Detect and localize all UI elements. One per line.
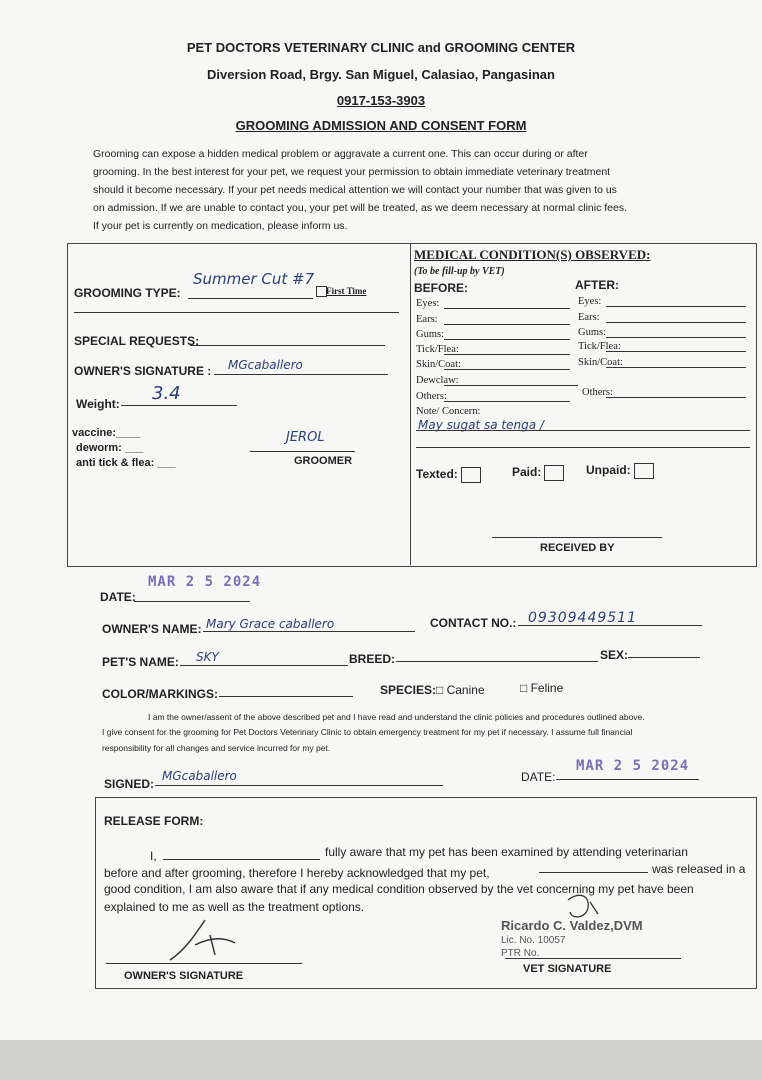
before-item: Tick/Flea:	[416, 344, 459, 355]
medical-title: MEDICAL CONDITION(S) OBSERVED:	[414, 247, 651, 262]
contact-label: CONTACT NO.:	[430, 616, 517, 630]
before-item-line[interactable]	[444, 308, 570, 309]
release-title: RELEASE FORM:	[104, 814, 204, 828]
grooming-type-value[interactable]: Summer Cut #7	[193, 270, 315, 288]
vet-lic-no: Lic. No. 10057	[501, 935, 566, 946]
feline-text: Feline	[530, 681, 564, 695]
pet-name-label: PET'S NAME:	[102, 655, 179, 669]
before-item-line[interactable]	[444, 385, 578, 386]
feline-option[interactable]	[520, 681, 563, 695]
first-time-label: First Time	[326, 286, 367, 296]
date-stamp: MAR 2 5 2024	[148, 574, 262, 590]
note-value[interactable]: May sugat sa tenga /	[418, 418, 544, 432]
grooming-type-line	[188, 298, 313, 299]
release-line4: explained to me as well as the treatment options.	[104, 900, 365, 914]
after-item: Tick/Flea:	[578, 341, 621, 352]
weight-line	[121, 405, 237, 406]
before-item: Gums:	[416, 329, 445, 340]
vet-signature-label: VET SIGNATURE	[523, 963, 612, 975]
clinic-phone: 0917-153-3903	[336, 93, 426, 108]
consent-line-1: I am the owner/assent of the above described pet and I have read and understand the clinic policies and procedures outlined above.	[148, 712, 645, 722]
color-line	[219, 696, 353, 697]
before-item-line[interactable]	[444, 354, 570, 355]
after-item-line[interactable]	[606, 306, 746, 307]
unpaid-text: Unpaid:	[586, 463, 631, 478]
release-pet-line	[539, 872, 648, 873]
before-item: Skin/Coat:	[416, 359, 461, 370]
after-item: Gums:	[578, 327, 607, 338]
groomer-label: GROOMER	[294, 455, 353, 467]
before-item-line[interactable]	[444, 369, 570, 370]
before-item-line[interactable]	[444, 401, 570, 402]
before-item: Ears:	[416, 314, 438, 325]
groomer-line	[250, 451, 355, 452]
release-line2a: before and after grooming, therefore I hereby acknowledged that my pet,	[104, 866, 490, 880]
after-item-line[interactable]	[606, 351, 746, 352]
groomer-signature[interactable]: JEROL	[286, 430, 325, 445]
received-by-label: RECEIVED BY	[540, 542, 615, 554]
after-item-line[interactable]	[606, 397, 746, 398]
before-label: BEFORE:	[414, 281, 468, 295]
signed-value[interactable]: MGcaballero	[162, 769, 237, 783]
unpaid-checkbox[interactable]	[634, 463, 654, 479]
intro-line-1: Grooming can expose a hidden medical problem or aggravate a current one. This can occur during or after	[93, 148, 588, 160]
vet-ptr-no: PTR No.	[501, 948, 540, 959]
date2-line	[556, 779, 699, 780]
pet-name-line	[180, 665, 348, 666]
received-by-line	[492, 537, 662, 538]
clinic-address: Diversion Road, Brgy. San Miguel, Calasiao, Pangasinan	[207, 67, 555, 82]
breed-line	[396, 661, 598, 662]
sex-label: SEX:	[600, 648, 629, 662]
special-requests-line	[190, 345, 385, 346]
contact-value[interactable]: 09309449511	[528, 610, 637, 626]
weight-value[interactable]: 3.4	[152, 383, 181, 404]
breed-label: BREED:	[349, 652, 396, 666]
antitick-label: anti tick & flea: ___	[76, 457, 176, 469]
intro-line-5: If your pet is currently on medication, please inform us.	[93, 220, 348, 232]
paid-label	[512, 465, 564, 481]
consent-line-3: responsibility for all changes and service incurred for my pet.	[102, 743, 331, 753]
feline-checkbox[interactable]: □	[520, 681, 531, 695]
after-item-line[interactable]	[606, 337, 746, 338]
before-item: Dewclaw:	[416, 375, 459, 386]
paid-checkbox[interactable]	[544, 465, 564, 481]
release-name-line	[163, 859, 320, 860]
release-line3: good condition, I am also aware that if any medical condition observed by the vet concerning my pet have been	[104, 882, 694, 896]
unpaid-label	[586, 463, 654, 479]
medical-subtitle: (To be fill-up by VET)	[414, 266, 505, 277]
grooming-extra-line	[74, 312, 399, 313]
canine-text: Canine	[446, 683, 485, 697]
after-label: AFTER:	[575, 278, 619, 292]
vet-name-stamp: Ricardo C. Valdez,DVM	[501, 918, 643, 933]
release-line1b: fully aware that my pet has been examined by attending veterinarian	[325, 845, 688, 859]
signed-line	[155, 785, 443, 786]
canine-checkbox[interactable]: □	[436, 683, 447, 697]
before-item-line[interactable]	[444, 324, 570, 325]
release-owner-signature-label: OWNER'S SIGNATURE	[124, 970, 244, 982]
color-label: COLOR/MARKINGS:	[102, 687, 218, 701]
note-line-1	[416, 430, 750, 431]
owner-signature-value[interactable]: MGcaballero	[228, 358, 303, 372]
clinic-name: PET DOCTORS VETERINARY CLINIC and GROOMING CENTER	[186, 40, 576, 55]
owner-signature-scribble	[165, 915, 240, 965]
date2-stamp: MAR 2 5 2024	[576, 758, 690, 774]
texted-text: Texted:	[416, 467, 458, 482]
before-item: Others:	[416, 391, 447, 402]
owner-signature-line	[214, 374, 388, 375]
texted-label	[416, 467, 481, 483]
owner-release-sig-line	[106, 963, 302, 964]
owner-signature-label: OWNER'S SIGNATURE :	[74, 364, 212, 378]
texted-checkbox[interactable]	[461, 467, 481, 483]
release-line2b: was released in a	[652, 862, 746, 876]
grooming-type-label: GROOMING TYPE:	[74, 286, 181, 300]
box-divider	[410, 243, 411, 565]
after-item-line[interactable]	[606, 367, 746, 368]
after-item-line[interactable]	[606, 322, 746, 323]
before-item: Eyes:	[416, 298, 440, 309]
intro-line-2: grooming. In the best interest for your pet, we request your permission to obtain immediate veterinary treatment	[93, 166, 611, 178]
form-title: GROOMING ADMISSION AND CONSENT FORM	[235, 118, 527, 133]
page-edge	[0, 1040, 762, 1080]
intro-line-3: should it become necessary. If your pet needs medical attention we will contact your number that was given to us	[93, 184, 617, 196]
after-item: Others:	[582, 387, 613, 398]
deworm-label: deworm: ___	[76, 442, 144, 454]
after-item: Eyes:	[578, 296, 602, 307]
special-requests-label: SPECIAL REQUESTS:	[74, 334, 200, 348]
paid-text: Paid:	[512, 465, 542, 480]
before-item-line[interactable]	[444, 339, 570, 340]
weight-label: Weight:	[76, 397, 120, 411]
sex-line	[628, 657, 700, 658]
date-line	[134, 601, 250, 602]
canine-option[interactable]	[436, 683, 485, 697]
owner-name-label: OWNER'S NAME:	[102, 622, 202, 636]
release-line1a: I,	[150, 849, 157, 863]
vet-sig-line	[505, 958, 681, 959]
after-item: Skin/Coat:	[578, 357, 623, 368]
note-label: Note/ Concern:	[416, 406, 481, 417]
species-label: SPECIES:	[380, 683, 437, 697]
owner-name-line	[203, 631, 415, 632]
owner-name-value[interactable]: Mary Grace caballero	[206, 617, 335, 631]
after-item: Ears:	[578, 312, 600, 323]
date-label: DATE:	[100, 590, 136, 604]
note-line-2	[416, 447, 750, 448]
consent-line-2: I give consent for the grooming for Pet Doctors Veterinary Clinic to obtain emergency treatment for my pet if necessary. I assume full financial	[102, 727, 633, 737]
pet-name-value[interactable]: SKY	[196, 650, 219, 664]
vaccine-label: vaccine:____	[72, 427, 141, 439]
date2-label: DATE:	[521, 770, 556, 784]
signed-label: SIGNED:	[104, 777, 155, 791]
intro-line-4: on admission. If we are unable to contact you, your pet will be treated, as we deem necessary at normal clinic fees.	[93, 202, 628, 214]
